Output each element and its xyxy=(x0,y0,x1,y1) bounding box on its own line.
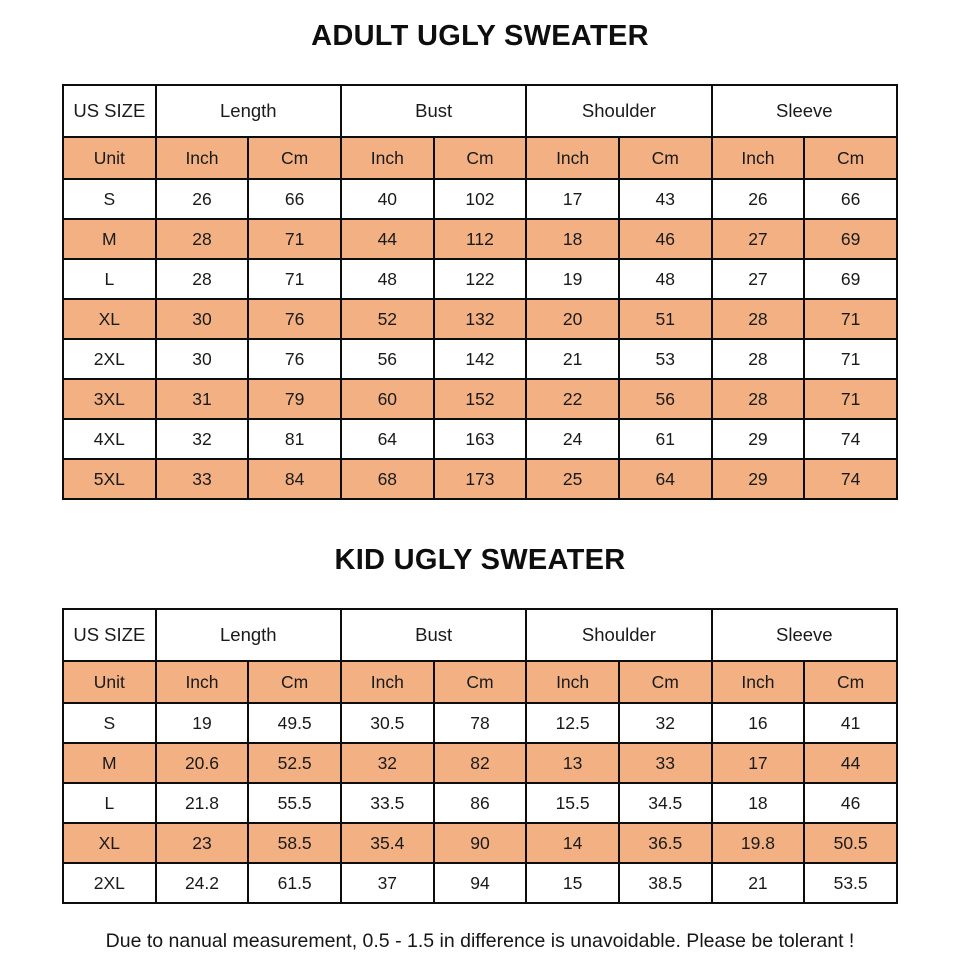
measurement-cell: 21 xyxy=(526,339,619,379)
measurement-cell: 86 xyxy=(434,783,527,823)
measurement-cell: 41 xyxy=(804,703,897,743)
measurement-cell: 56 xyxy=(619,379,712,419)
measurement-cell: 27 xyxy=(712,259,805,299)
unit-header-cell: Inch xyxy=(712,137,805,179)
kid-table-body xyxy=(63,703,897,903)
measurement-cell: 18 xyxy=(526,219,619,259)
measurement-cell: 32 xyxy=(619,703,712,743)
measurement-cell: 46 xyxy=(804,783,897,823)
measurement-cell: 17 xyxy=(712,743,805,783)
measurement-cell: 15 xyxy=(526,863,619,903)
measurement-cell: 20.6 xyxy=(156,743,249,783)
size-label-cell: S xyxy=(63,179,156,219)
measurement-cell: 26 xyxy=(712,179,805,219)
size-label-cell: 2XL xyxy=(63,863,156,903)
measurement-cell: 16 xyxy=(712,703,805,743)
measurement-cell: 32 xyxy=(341,743,434,783)
kid-unit-header-row xyxy=(63,661,897,703)
measurement-cell: 50.5 xyxy=(804,823,897,863)
measurement-cell: 31 xyxy=(156,379,249,419)
measurement-cell: 35.4 xyxy=(341,823,434,863)
adult-table-body xyxy=(63,179,897,499)
column-header-length: Length xyxy=(156,609,341,661)
measurement-cell: 36.5 xyxy=(619,823,712,863)
measurement-cell: 71 xyxy=(248,219,341,259)
unit-header-cell: Inch xyxy=(156,137,249,179)
measurement-cell: 142 xyxy=(434,339,527,379)
measurement-cell: 27 xyxy=(712,219,805,259)
measurement-cell: 19 xyxy=(526,259,619,299)
measurement-cell: 48 xyxy=(619,259,712,299)
measurement-cell: 71 xyxy=(248,259,341,299)
measurement-cell: 78 xyxy=(434,703,527,743)
measurement-cell: 173 xyxy=(434,459,527,499)
unit-header-cell: Unit xyxy=(63,661,156,703)
unit-header-cell: Inch xyxy=(712,661,805,703)
column-header-shoulder: Shoulder xyxy=(526,85,711,137)
measurement-cell: 163 xyxy=(434,419,527,459)
measurement-cell: 71 xyxy=(804,299,897,339)
measurement-cell: 40 xyxy=(341,179,434,219)
measurement-cell: 84 xyxy=(248,459,341,499)
measurement-cell: 52 xyxy=(341,299,434,339)
measurement-cell: 122 xyxy=(434,259,527,299)
column-header-sleeve: Sleeve xyxy=(712,85,897,137)
unit-header-cell: Inch xyxy=(526,661,619,703)
unit-header-cell: Cm xyxy=(804,137,897,179)
measurement-cell: 102 xyxy=(434,179,527,219)
measurement-cell: 74 xyxy=(804,459,897,499)
measurement-cell: 17 xyxy=(526,179,619,219)
adult-group-header-row xyxy=(63,85,897,137)
measurement-cell: 30.5 xyxy=(341,703,434,743)
size-label-cell: M xyxy=(63,743,156,783)
measurement-cell: 64 xyxy=(619,459,712,499)
measurement-cell: 55.5 xyxy=(248,783,341,823)
measurement-cell: 48 xyxy=(341,259,434,299)
unit-header-cell: Cm xyxy=(434,661,527,703)
size-label-cell: XL xyxy=(63,823,156,863)
unit-header-cell: Cm xyxy=(619,661,712,703)
measurement-cell: 28 xyxy=(712,339,805,379)
measurement-cell: 56 xyxy=(341,339,434,379)
measurement-cell: 90 xyxy=(434,823,527,863)
measurement-cell: 30 xyxy=(156,299,249,339)
measurement-cell: 18 xyxy=(712,783,805,823)
measurement-cell: 49.5 xyxy=(248,703,341,743)
measurement-cell: 53.5 xyxy=(804,863,897,903)
measurement-cell: 94 xyxy=(434,863,527,903)
kid-table-title: KID UGLY SWEATER xyxy=(334,544,626,576)
measurement-cell: 52.5 xyxy=(248,743,341,783)
table-row xyxy=(63,259,897,299)
measurement-cell: 61 xyxy=(619,419,712,459)
measurement-cell: 33 xyxy=(156,459,249,499)
measurement-cell: 81 xyxy=(248,419,341,459)
column-header-us-size: US SIZE xyxy=(63,85,156,137)
table-row xyxy=(63,703,897,743)
table-row xyxy=(63,299,897,339)
measurement-cell: 25 xyxy=(526,459,619,499)
measurement-cell: 69 xyxy=(804,219,897,259)
column-header-us-size: US SIZE xyxy=(63,609,156,661)
unit-header-cell: Cm xyxy=(619,137,712,179)
measurement-cell: 21 xyxy=(712,863,805,903)
size-label-cell: 3XL xyxy=(63,379,156,419)
measurement-cell: 28 xyxy=(156,219,249,259)
measurement-cell: 14 xyxy=(526,823,619,863)
measurement-disclaimer: Due to nanual measurement, 0.5 - 1.5 in difference is unavoidable. Please be tolerant ! xyxy=(105,930,855,952)
table-row xyxy=(63,339,897,379)
size-label-cell: 2XL xyxy=(63,339,156,379)
measurement-cell: 19.8 xyxy=(712,823,805,863)
table-row xyxy=(63,379,897,419)
measurement-cell: 13 xyxy=(526,743,619,783)
measurement-cell: 26 xyxy=(156,179,249,219)
measurement-cell: 82 xyxy=(434,743,527,783)
measurement-cell: 29 xyxy=(712,419,805,459)
measurement-cell: 132 xyxy=(434,299,527,339)
measurement-cell: 44 xyxy=(341,219,434,259)
table-row xyxy=(63,863,897,903)
unit-header-cell: Unit xyxy=(63,137,156,179)
measurement-cell: 66 xyxy=(248,179,341,219)
size-label-cell: L xyxy=(63,259,156,299)
measurement-cell: 61.5 xyxy=(248,863,341,903)
measurement-cell: 22 xyxy=(526,379,619,419)
measurement-cell: 46 xyxy=(619,219,712,259)
measurement-cell: 24.2 xyxy=(156,863,249,903)
measurement-cell: 76 xyxy=(248,339,341,379)
table-row xyxy=(63,743,897,783)
table-row xyxy=(63,783,897,823)
measurement-cell: 53 xyxy=(619,339,712,379)
table-row xyxy=(63,459,897,499)
unit-header-cell: Inch xyxy=(156,661,249,703)
measurement-cell: 34.5 xyxy=(619,783,712,823)
adult-table-title: ADULT UGLY SWEATER xyxy=(311,20,649,52)
measurement-cell: 69 xyxy=(804,259,897,299)
adult-unit-header-row xyxy=(63,137,897,179)
measurement-cell: 19 xyxy=(156,703,249,743)
measurement-cell: 71 xyxy=(804,379,897,419)
unit-header-cell: Cm xyxy=(804,661,897,703)
unit-header-cell: Inch xyxy=(341,661,434,703)
table-row xyxy=(63,823,897,863)
unit-header-cell: Inch xyxy=(341,137,434,179)
measurement-cell: 64 xyxy=(341,419,434,459)
size-label-cell: 5XL xyxy=(63,459,156,499)
table-row xyxy=(63,219,897,259)
measurement-cell: 15.5 xyxy=(526,783,619,823)
measurement-cell: 24 xyxy=(526,419,619,459)
measurement-cell: 112 xyxy=(434,219,527,259)
adult-size-table xyxy=(62,84,898,500)
measurement-cell: 74 xyxy=(804,419,897,459)
table-row xyxy=(63,419,897,459)
unit-header-cell: Inch xyxy=(526,137,619,179)
measurement-cell: 58.5 xyxy=(248,823,341,863)
measurement-cell: 12.5 xyxy=(526,703,619,743)
measurement-cell: 23 xyxy=(156,823,249,863)
measurement-cell: 79 xyxy=(248,379,341,419)
measurement-cell: 71 xyxy=(804,339,897,379)
measurement-cell: 29 xyxy=(712,459,805,499)
size-label-cell: L xyxy=(63,783,156,823)
measurement-cell: 28 xyxy=(712,299,805,339)
unit-header-cell: Cm xyxy=(248,661,341,703)
column-header-sleeve: Sleeve xyxy=(712,609,897,661)
measurement-cell: 38.5 xyxy=(619,863,712,903)
measurement-cell: 66 xyxy=(804,179,897,219)
size-label-cell: M xyxy=(63,219,156,259)
measurement-cell: 30 xyxy=(156,339,249,379)
measurement-cell: 20 xyxy=(526,299,619,339)
size-label-cell: XL xyxy=(63,299,156,339)
table-row xyxy=(63,179,897,219)
column-header-shoulder: Shoulder xyxy=(526,609,711,661)
unit-header-cell: Cm xyxy=(248,137,341,179)
column-header-bust: Bust xyxy=(341,609,526,661)
measurement-cell: 152 xyxy=(434,379,527,419)
measurement-cell: 33 xyxy=(619,743,712,783)
measurement-cell: 68 xyxy=(341,459,434,499)
measurement-cell: 33.5 xyxy=(341,783,434,823)
measurement-cell: 37 xyxy=(341,863,434,903)
measurement-cell: 32 xyxy=(156,419,249,459)
column-header-bust: Bust xyxy=(341,85,526,137)
measurement-cell: 76 xyxy=(248,299,341,339)
column-header-length: Length xyxy=(156,85,341,137)
size-label-cell: 4XL xyxy=(63,419,156,459)
measurement-cell: 51 xyxy=(619,299,712,339)
size-label-cell: S xyxy=(63,703,156,743)
measurement-cell: 43 xyxy=(619,179,712,219)
measurement-cell: 60 xyxy=(341,379,434,419)
measurement-cell: 28 xyxy=(712,379,805,419)
measurement-cell: 28 xyxy=(156,259,249,299)
kid-size-table xyxy=(62,608,898,904)
measurement-cell: 44 xyxy=(804,743,897,783)
unit-header-cell: Cm xyxy=(434,137,527,179)
measurement-cell: 21.8 xyxy=(156,783,249,823)
kid-group-header-row xyxy=(63,609,897,661)
